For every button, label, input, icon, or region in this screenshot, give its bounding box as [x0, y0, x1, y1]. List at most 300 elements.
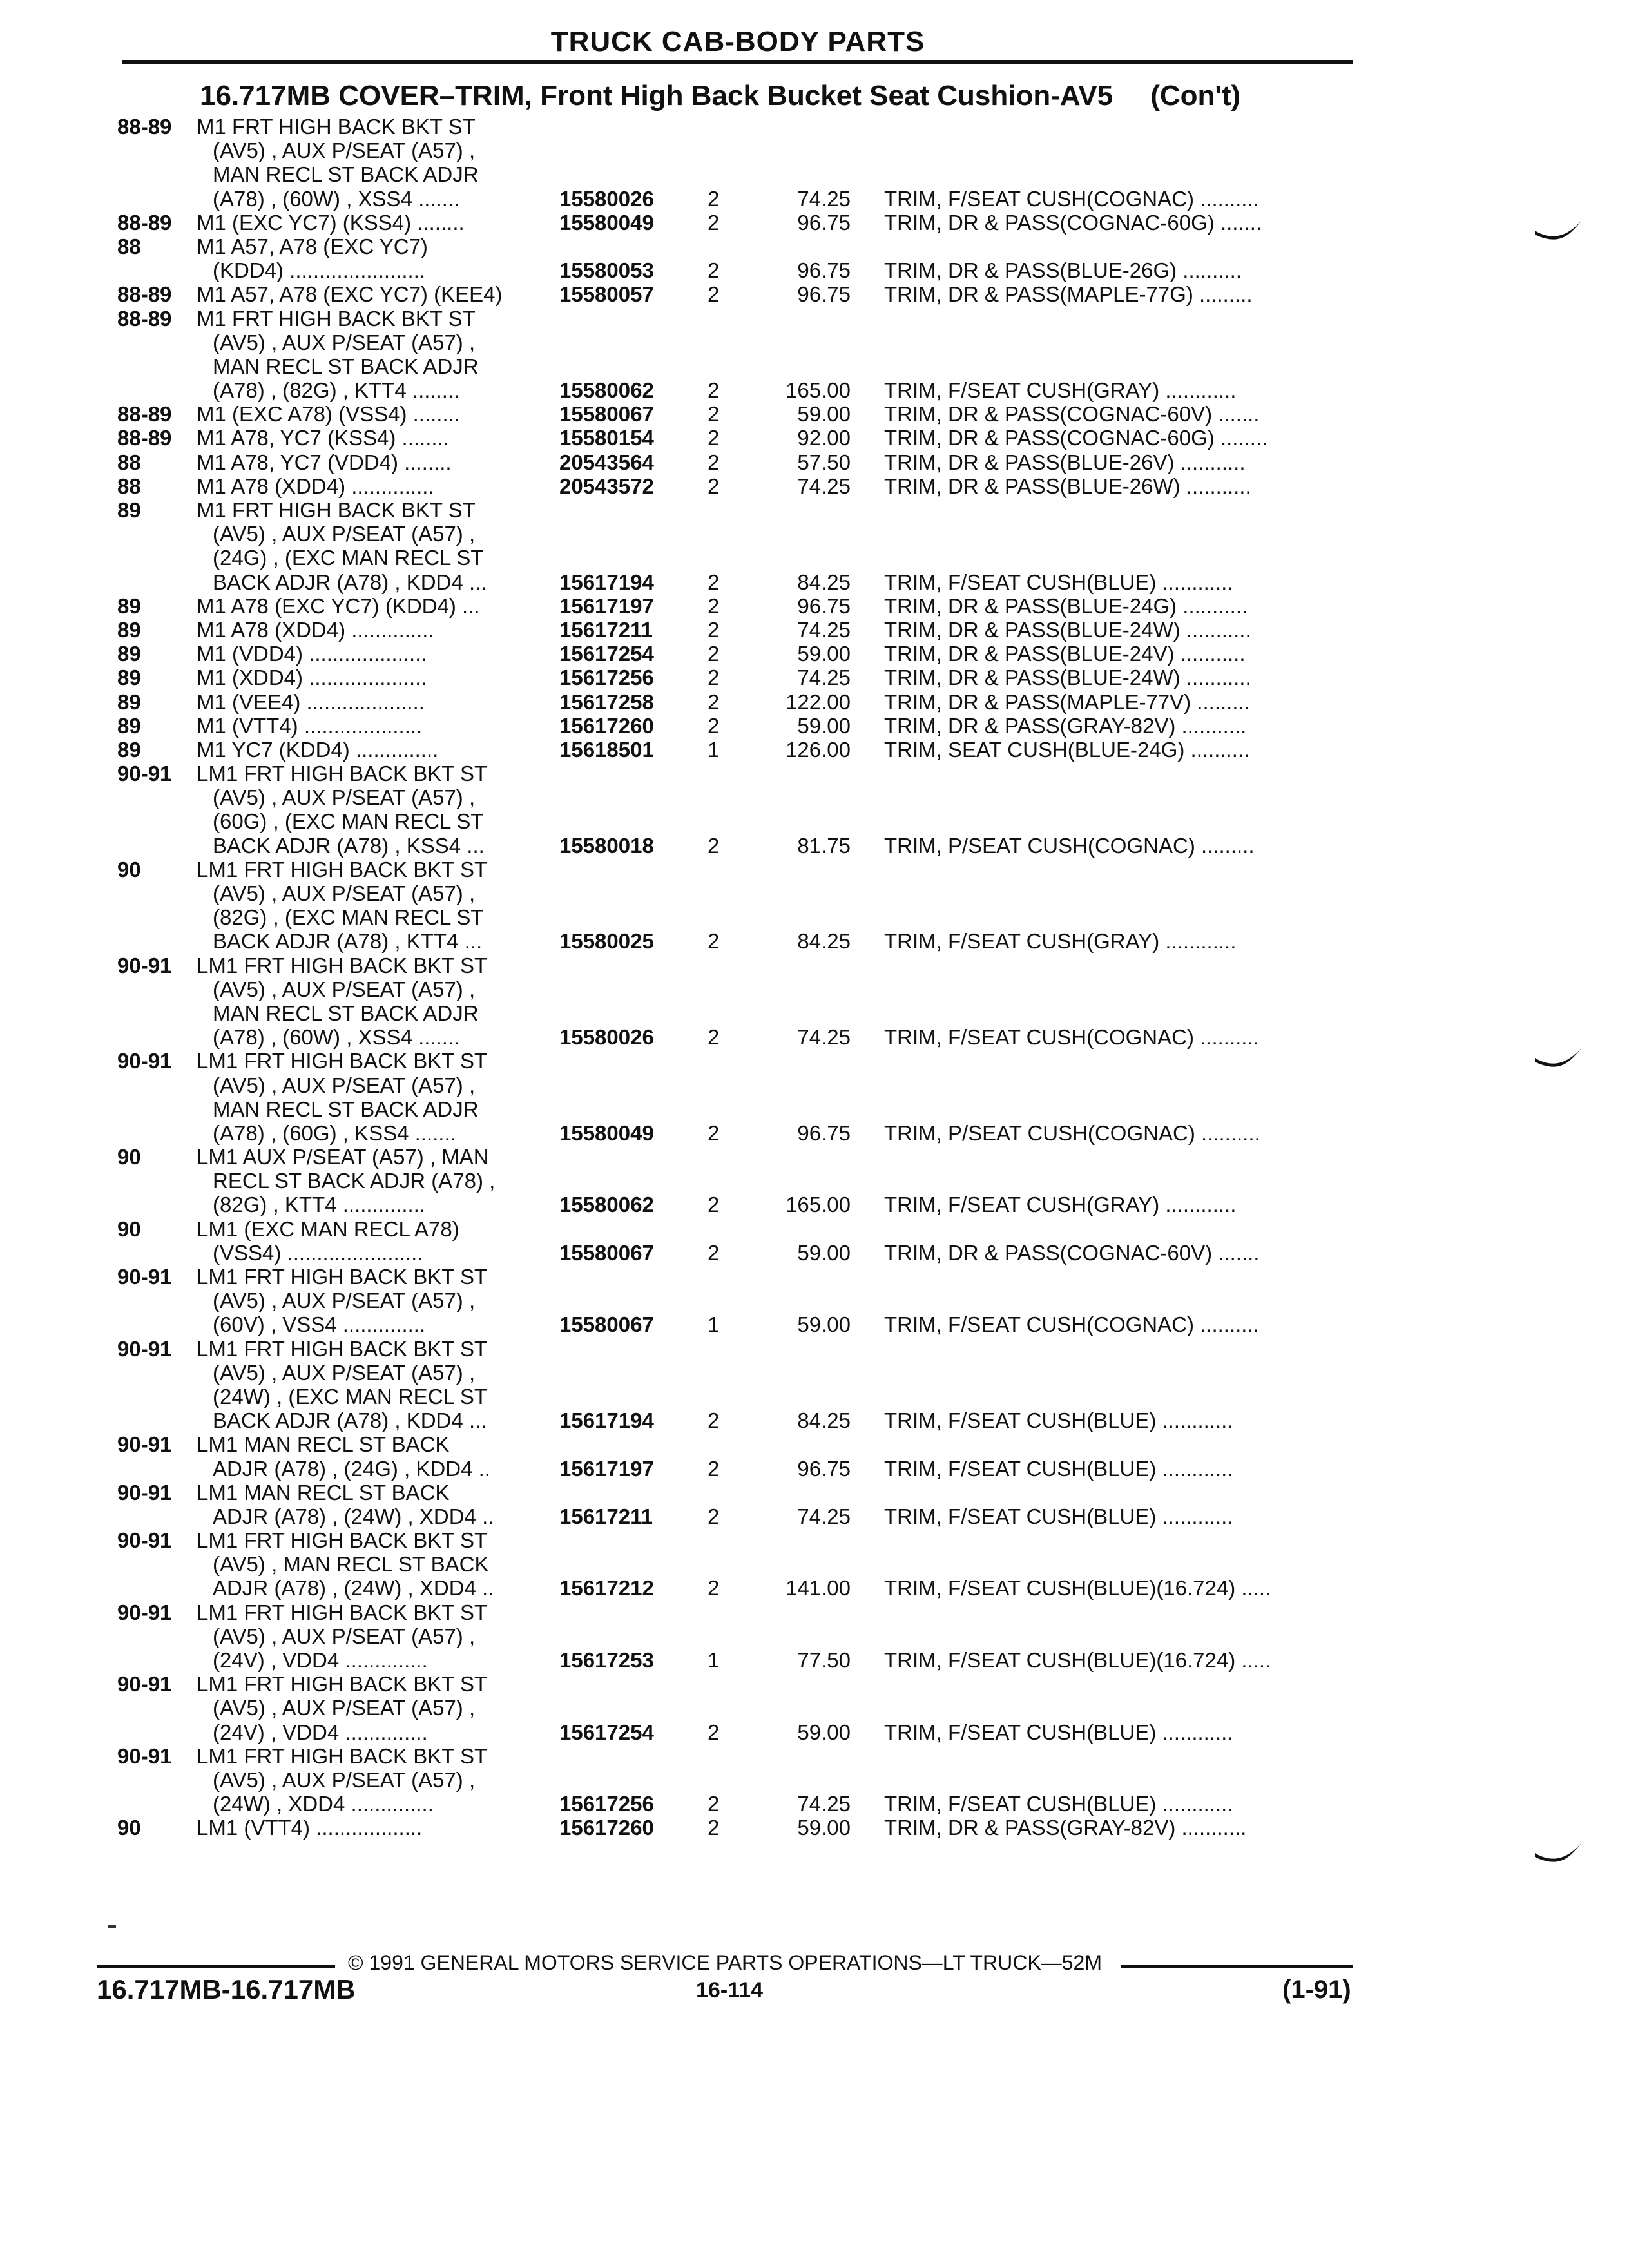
model-year: 90-91	[117, 1672, 172, 1696]
quantity: 2	[708, 1456, 720, 1481]
model-year: 88-89	[117, 115, 172, 139]
price: 74.25	[797, 1504, 851, 1528]
quantity: 1	[708, 1648, 720, 1672]
trim-description: TRIM, F/SEAT CUSH(BLUE) ............	[884, 1408, 1233, 1433]
trim-description: TRIM, F/SEAT CUSH(BLUE) ............	[884, 1792, 1233, 1816]
list-item	[0, 402, 1629, 426]
model-year: 88-89	[117, 426, 172, 450]
list-item	[0, 211, 1629, 235]
application-description: M1 (VEE4) ....................	[197, 689, 425, 714]
price: 57.50	[797, 450, 851, 474]
quantity: 2	[708, 1720, 720, 1744]
header-rule	[122, 60, 1353, 64]
list-item	[0, 1073, 1629, 1097]
quantity: 2	[708, 1025, 720, 1050]
part-number: 15617256	[559, 1792, 654, 1816]
trim-description: TRIM, DR & PASS(MAPLE-77V) .........	[884, 689, 1250, 714]
list-item	[0, 834, 1629, 858]
list-item	[0, 1265, 1629, 1289]
model-year: 88-89	[117, 306, 172, 331]
trim-description: TRIM, DR & PASS(BLUE-24V) ...........	[884, 642, 1246, 666]
parts-list	[0, 115, 1629, 1840]
list-item	[0, 1696, 1629, 1720]
application-description: (KDD4) .......................	[213, 258, 426, 283]
trim-description: TRIM, F/SEAT CUSH(BLUE)(16.724) .....	[884, 1576, 1271, 1600]
price: 126.00	[786, 737, 851, 762]
part-number: 15580025	[559, 929, 654, 954]
list-item	[0, 1121, 1629, 1145]
part-number: 15617211	[559, 617, 653, 642]
list-item	[0, 1720, 1629, 1744]
list-item	[0, 354, 1629, 378]
list-item	[0, 1552, 1629, 1576]
trim-description: TRIM, F/SEAT CUSH(BLUE)(16.724) .....	[884, 1648, 1271, 1672]
price: 165.00	[786, 378, 851, 403]
list-item	[0, 1025, 1629, 1049]
list-item	[0, 1049, 1629, 1073]
trim-description: TRIM, DR & PASS(BLUE-26V) ...........	[884, 450, 1246, 474]
list-item	[0, 1624, 1629, 1648]
list-item	[0, 858, 1629, 881]
trim-description: TRIM, DR & PASS(BLUE-24G) ...........	[884, 593, 1248, 618]
model-year: 90-91	[117, 1265, 172, 1289]
list-item	[0, 1193, 1629, 1216]
quantity: 2	[708, 426, 720, 450]
model-year: 89	[117, 617, 141, 642]
list-item	[0, 378, 1629, 402]
page-header: TRUCK CAB-BODY PARTS	[550, 26, 925, 57]
application-description: M1 A78 (XDD4) ..............	[197, 617, 434, 642]
model-year: 90-91	[117, 762, 172, 786]
application-description: (60V) , VSS4 ..............	[213, 1312, 426, 1337]
trim-description: TRIM, F/SEAT CUSH(COGNAC) ..........	[884, 186, 1259, 211]
list-item	[0, 187, 1629, 211]
application-description: M1 A78 (XDD4) ..............	[197, 474, 434, 498]
application-description: (AV5) , MAN RECL ST BACK	[213, 1552, 489, 1577]
part-number: 15580067	[559, 402, 654, 427]
list-item	[0, 738, 1629, 762]
price: 59.00	[797, 402, 851, 427]
price: 96.75	[797, 282, 851, 307]
price: 165.00	[786, 1193, 851, 1217]
list-item	[0, 139, 1629, 162]
trim-description: TRIM, DR & PASS(GRAY-82V) ...........	[884, 713, 1247, 738]
part-number: 15617254	[559, 1720, 654, 1744]
price: 59.00	[797, 1816, 851, 1840]
application-description: M1 (EXC YC7) (KSS4) ........	[197, 210, 465, 235]
quantity: 2	[708, 593, 720, 618]
application-description: (24W) , (EXC MAN RECL ST	[213, 1384, 487, 1408]
check-mark-icon	[1534, 1044, 1585, 1076]
list-item	[0, 1768, 1629, 1792]
footer-date: (1-91)	[1282, 1975, 1351, 2004]
application-description: LM1 FRT HIGH BACK BKT ST	[197, 1265, 488, 1289]
margin-mark	[108, 1925, 116, 1928]
quantity: 2	[708, 282, 720, 307]
application-description: M1 (XDD4) ....................	[197, 666, 427, 690]
application-description: MAN RECL ST BACK ADJR	[213, 1097, 479, 1121]
list-item	[0, 235, 1629, 258]
list-item	[0, 450, 1629, 474]
model-year: 90-91	[117, 1049, 172, 1073]
application-description: M1 FRT HIGH BACK BKT ST	[197, 115, 476, 139]
application-description: LM1 FRT HIGH BACK BKT ST	[197, 1336, 488, 1361]
part-number: 15580053	[559, 258, 654, 283]
application-description: (AV5) , AUX P/SEAT (A57) ,	[213, 1360, 476, 1385]
application-description: LM1 FRT HIGH BACK BKT ST	[197, 762, 488, 786]
application-description: LM1 FRT HIGH BACK BKT ST	[197, 857, 488, 881]
list-item	[0, 1361, 1629, 1385]
trim-description: TRIM, SEAT CUSH(BLUE-24G) ..........	[884, 737, 1250, 762]
application-description: LM1 FRT HIGH BACK BKT ST	[197, 1528, 488, 1553]
list-item	[0, 785, 1629, 809]
application-description: (AV5) , AUX P/SEAT (A57) ,	[213, 330, 476, 354]
price: 96.75	[797, 1456, 851, 1481]
list-item	[0, 1169, 1629, 1193]
footer-rule-right	[1121, 1965, 1353, 1968]
part-number: 15580057	[559, 282, 654, 307]
model-year: 90-91	[117, 1600, 172, 1624]
model-year: 89	[117, 713, 141, 738]
trim-description: TRIM, DR & PASS(BLUE-24W) ...........	[884, 666, 1251, 690]
trim-description: TRIM, P/SEAT CUSH(COGNAC) ..........	[884, 1120, 1260, 1145]
quantity: 2	[708, 1408, 720, 1433]
trim-description: TRIM, DR & PASS(COGNAC-60V) .......	[884, 402, 1260, 427]
model-year: 88-89	[117, 210, 172, 235]
part-number: 15580026	[559, 186, 654, 211]
application-description: LM1 AUX P/SEAT (A57) , MAN	[197, 1145, 489, 1169]
application-description: LM1 FRT HIGH BACK BKT ST	[197, 953, 488, 977]
application-description: (A78) , (82G) , KTT4 ........	[213, 378, 460, 403]
model-year: 89	[117, 689, 141, 714]
price: 74.25	[797, 617, 851, 642]
quantity: 2	[708, 1120, 720, 1145]
part-number: 15580049	[559, 210, 654, 235]
price: 96.75	[797, 593, 851, 618]
part-number: 15617197	[559, 1456, 654, 1481]
list-item	[0, 666, 1629, 689]
part-number: 15617260	[559, 1816, 654, 1840]
list-item	[0, 1408, 1629, 1432]
quantity: 2	[708, 570, 720, 594]
application-description: (24W) , XDD4 ..............	[213, 1792, 434, 1816]
price: 84.25	[797, 1408, 851, 1433]
footer-section-range: 16.717MB-16.717MB	[97, 1974, 356, 2004]
quantity: 2	[708, 1504, 720, 1528]
application-description: (AV5) , AUX P/SEAT (A57) ,	[213, 522, 476, 546]
list-item	[0, 570, 1629, 594]
price: 81.75	[797, 833, 851, 858]
list-item	[0, 762, 1629, 785]
quantity: 2	[708, 402, 720, 427]
list-item	[0, 426, 1629, 450]
part-number: 15617253	[559, 1648, 654, 1672]
price: 59.00	[797, 1720, 851, 1744]
quantity: 2	[708, 713, 720, 738]
list-item	[0, 546, 1629, 570]
list-item	[0, 1217, 1629, 1241]
list-item	[0, 1001, 1629, 1025]
application-description: ADJR (A78) , (24W) , XDD4 ..	[213, 1504, 494, 1528]
application-description: M1 (VDD4) ....................	[197, 642, 427, 666]
application-description: (24V) , VDD4 ..............	[213, 1648, 428, 1672]
list-item	[0, 282, 1629, 306]
application-description: LM1 (EXC MAN RECL A78)	[197, 1216, 459, 1241]
application-description: ADJR (A78) , (24W) , XDD4 ..	[213, 1576, 494, 1600]
trim-description: TRIM, DR & PASS(MAPLE-77G) .........	[884, 282, 1253, 307]
quantity: 2	[708, 1576, 720, 1600]
list-item	[0, 642, 1629, 666]
list-item	[0, 1481, 1629, 1504]
model-year: 88-89	[117, 282, 172, 307]
list-item	[0, 307, 1629, 331]
application-description: LM1 FRT HIGH BACK BKT ST	[197, 1600, 488, 1624]
list-item	[0, 809, 1629, 833]
application-description: M1 A57, A78 (EXC YC7) (KEE4)	[197, 282, 503, 307]
list-item	[0, 977, 1629, 1001]
quantity: 2	[708, 1792, 720, 1816]
list-item	[0, 331, 1629, 354]
part-number: 15617254	[559, 642, 654, 666]
quantity: 1	[708, 1312, 720, 1337]
part-number: 15617260	[559, 713, 654, 738]
model-year: 90	[117, 1145, 141, 1169]
trim-description: TRIM, DR & PASS(COGNAC-60G) .......	[884, 210, 1262, 235]
quantity: 2	[708, 1193, 720, 1217]
trim-description: TRIM, DR & PASS(COGNAC-60V) .......	[884, 1240, 1260, 1265]
price: 84.25	[797, 570, 851, 594]
quantity: 2	[708, 450, 720, 474]
application-description: (VSS4) .......................	[213, 1240, 423, 1265]
application-description: M1 FRT HIGH BACK BKT ST	[197, 306, 476, 331]
list-item	[0, 1792, 1629, 1816]
check-mark-icon	[1534, 216, 1585, 249]
application-description: LM1 MAN RECL ST BACK	[197, 1432, 450, 1457]
price: 59.00	[797, 642, 851, 666]
list-item	[0, 1432, 1629, 1456]
part-number: 15617256	[559, 666, 654, 690]
list-item	[0, 1744, 1629, 1768]
application-description: (AV5) , AUX P/SEAT (A57) ,	[213, 785, 476, 810]
continued-label: (Con't)	[1150, 80, 1241, 111]
part-number: 15617197	[559, 593, 654, 618]
trim-description: TRIM, P/SEAT CUSH(COGNAC) .........	[884, 833, 1255, 858]
list-item	[0, 690, 1629, 714]
model-year: 89	[117, 593, 141, 618]
trim-description: TRIM, F/SEAT CUSH(GRAY) ............	[884, 1193, 1237, 1217]
section-title	[200, 80, 1240, 112]
application-description: (A78) , (60G) , KSS4 .......	[213, 1120, 456, 1145]
list-item	[0, 954, 1629, 977]
application-description: LM1 MAN RECL ST BACK	[197, 1480, 450, 1504]
price: 74.25	[797, 186, 851, 211]
list-item	[0, 1385, 1629, 1408]
price: 96.75	[797, 1120, 851, 1145]
price: 59.00	[797, 1312, 851, 1337]
price: 74.25	[797, 474, 851, 498]
footer-page-number: 16-114	[696, 1978, 763, 2003]
price: 92.00	[797, 426, 851, 450]
application-description: (AV5) , AUX P/SEAT (A57) ,	[213, 1289, 476, 1313]
section-title-text: 16.717MB COVER–TRIM, Front High Back Bucket Seat Cushion-AV5	[200, 80, 1113, 111]
list-item	[0, 1816, 1629, 1840]
part-number: 15580067	[559, 1312, 654, 1337]
model-year: 90	[117, 1816, 141, 1840]
trim-description: TRIM, F/SEAT CUSH(BLUE) ............	[884, 1720, 1233, 1744]
model-year: 90-91	[117, 1480, 172, 1504]
part-number: 15580018	[559, 833, 654, 858]
model-year: 88	[117, 234, 141, 258]
quantity: 2	[708, 642, 720, 666]
list-item	[0, 1289, 1629, 1312]
part-number: 15580026	[559, 1025, 654, 1050]
application-description: (24G) , (EXC MAN RECL ST	[213, 546, 484, 570]
quantity: 1	[708, 737, 720, 762]
application-description: M1 YC7 (KDD4) ..............	[197, 737, 439, 762]
list-item	[0, 115, 1629, 139]
part-number: 15580062	[559, 1193, 654, 1217]
part-number: 20543572	[559, 474, 654, 498]
quantity: 2	[708, 186, 720, 211]
price: 74.25	[797, 1792, 851, 1816]
application-description: BACK ADJR (A78) , KDD4 ...	[213, 1408, 487, 1433]
price: 74.25	[797, 1025, 851, 1050]
application-description: (AV5) , AUX P/SEAT (A57) ,	[213, 1624, 476, 1648]
trim-description: TRIM, F/SEAT CUSH(COGNAC) ..........	[884, 1312, 1259, 1337]
part-number: 15580062	[559, 378, 654, 403]
application-description: (AV5) , AUX P/SEAT (A57) ,	[213, 1696, 476, 1720]
list-item	[0, 1241, 1629, 1265]
list-item	[0, 1504, 1629, 1528]
model-year: 90	[117, 1216, 141, 1241]
application-description: (24V) , VDD4 ..............	[213, 1720, 428, 1744]
price: 96.75	[797, 210, 851, 235]
part-number: 15617212	[559, 1576, 654, 1600]
quantity: 2	[708, 666, 720, 690]
list-item	[0, 905, 1629, 929]
application-description: M1 (EXC A78) (VSS4) ........	[197, 402, 460, 427]
check-mark-icon	[1534, 1839, 1585, 1871]
application-description: (AV5) , AUX P/SEAT (A57) ,	[213, 139, 476, 163]
list-item	[0, 258, 1629, 282]
price: 96.75	[797, 258, 851, 283]
model-year: 89	[117, 642, 141, 666]
model-year: 90	[117, 857, 141, 881]
price: 122.00	[786, 689, 851, 714]
application-description: M1 A57, A78 (EXC YC7)	[197, 234, 428, 258]
trim-description: TRIM, DR & PASS(BLUE-26W) ...........	[884, 474, 1251, 498]
quantity: 2	[708, 1240, 720, 1265]
application-description: (AV5) , AUX P/SEAT (A57) ,	[213, 881, 476, 905]
trim-description: TRIM, DR & PASS(BLUE-26G) ..........	[884, 258, 1242, 283]
application-description: MAN RECL ST BACK ADJR	[213, 354, 479, 378]
application-description: LM1 FRT HIGH BACK BKT ST	[197, 1744, 488, 1768]
application-description: (82G) , KTT4 ..............	[213, 1193, 426, 1217]
part-number: 15617211	[559, 1504, 653, 1528]
footer-rule-left	[97, 1965, 335, 1968]
application-description: M1 FRT HIGH BACK BKT ST	[197, 498, 476, 522]
list-item	[0, 1457, 1629, 1481]
application-description: (82G) , (EXC MAN RECL ST	[213, 905, 484, 930]
model-year: 90-91	[117, 953, 172, 977]
price: 77.50	[797, 1648, 851, 1672]
quantity: 2	[708, 929, 720, 954]
trim-description: TRIM, DR & PASS(COGNAC-60G) ........	[884, 426, 1268, 450]
quantity: 2	[708, 210, 720, 235]
list-item	[0, 522, 1629, 546]
application-description: M1 A78 (EXC YC7) (KDD4) ...	[197, 593, 480, 618]
application-description: BACK ADJR (A78) , KDD4 ...	[213, 570, 487, 594]
application-description: MAN RECL ST BACK ADJR	[213, 162, 479, 187]
list-item	[0, 474, 1629, 498]
trim-description: TRIM, DR & PASS(GRAY-82V) ...........	[884, 1816, 1247, 1840]
application-description: MAN RECL ST BACK ADJR	[213, 1001, 479, 1025]
list-item	[0, 1528, 1629, 1552]
model-year: 89	[117, 666, 141, 690]
application-description: ADJR (A78) , (24G) , KDD4 ..	[213, 1456, 490, 1481]
list-item	[0, 1576, 1629, 1600]
list-item	[0, 594, 1629, 618]
application-description: BACK ADJR (A78) , KTT4 ...	[213, 929, 483, 954]
model-year: 90-91	[117, 1528, 172, 1553]
quantity: 2	[708, 617, 720, 642]
part-number: 15580067	[559, 1240, 654, 1265]
list-item	[0, 162, 1629, 186]
part-number: 15580154	[559, 426, 654, 450]
application-description: M1 (VTT4) ....................	[197, 713, 423, 738]
application-description: LM1 FRT HIGH BACK BKT ST	[197, 1049, 488, 1073]
list-item	[0, 1600, 1629, 1624]
application-description: (A78) , (60W) , XSS4 .......	[213, 1025, 460, 1050]
application-description: (AV5) , AUX P/SEAT (A57) ,	[213, 1767, 476, 1792]
application-description: RECL ST BACK ADJR (A78) ,	[213, 1169, 496, 1193]
list-item	[0, 1337, 1629, 1361]
application-description: BACK ADJR (A78) , KSS4 ...	[213, 833, 485, 858]
list-item	[0, 881, 1629, 905]
trim-description: TRIM, F/SEAT CUSH(COGNAC) ..........	[884, 1025, 1259, 1050]
price: 74.25	[797, 666, 851, 690]
part-number: 20543564	[559, 450, 654, 474]
quantity: 2	[708, 689, 720, 714]
application-description: (60G) , (EXC MAN RECL ST	[213, 809, 484, 834]
part-number: 15580049	[559, 1120, 654, 1145]
application-description: M1 A78, YC7 (KSS4) ........	[197, 426, 449, 450]
list-item	[0, 618, 1629, 642]
model-year: 90-91	[117, 1432, 172, 1457]
price: 84.25	[797, 929, 851, 954]
price: 59.00	[797, 713, 851, 738]
list-item	[0, 929, 1629, 953]
list-item	[0, 1145, 1629, 1169]
trim-description: TRIM, DR & PASS(BLUE-24W) ...........	[884, 617, 1251, 642]
model-year: 88	[117, 450, 141, 474]
trim-description: TRIM, F/SEAT CUSH(GRAY) ............	[884, 929, 1237, 954]
model-year: 90-91	[117, 1744, 172, 1768]
model-year: 90-91	[117, 1336, 172, 1361]
trim-description: TRIM, F/SEAT CUSH(BLUE) ............	[884, 1456, 1233, 1481]
footer-copyright: © 1991 GENERAL MOTORS SERVICE PARTS OPERATIONS—LT TRUCK—52M	[348, 1951, 1102, 1974]
list-item	[0, 498, 1629, 522]
list-item	[0, 714, 1629, 738]
quantity: 2	[708, 474, 720, 498]
quantity: 2	[708, 378, 720, 403]
list-item	[0, 1672, 1629, 1696]
application-description: M1 A78, YC7 (VDD4) ........	[197, 450, 452, 474]
application-description: LM1 FRT HIGH BACK BKT ST	[197, 1672, 488, 1696]
part-number: 15617258	[559, 689, 654, 714]
model-year: 88	[117, 474, 141, 498]
list-item	[0, 1648, 1629, 1672]
